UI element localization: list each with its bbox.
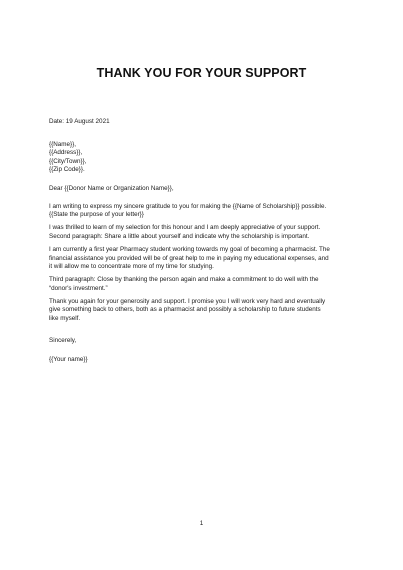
paragraph-line: I was thrilled to learn of my selection for this honour and I am deeply appreciative of your support.	[49, 224, 321, 232]
paragraph-thanks	[49, 298, 367, 324]
paragraph-line: I am writing to express my sincere gratitude to you for making the {{Name of Scholarship}} possible.	[49, 202, 327, 210]
paragraph-line: it will allow me to concentrate more of my time for studying.	[49, 263, 214, 271]
closing: Sincerely,	[49, 337, 77, 345]
page-number: 1	[199, 520, 204, 527]
paragraph-line: like myself.	[49, 314, 81, 322]
paragraph-line: financial assistance you provided will be of great help to me in paying my educational expenses, and	[49, 254, 329, 262]
paragraph-line: Thank you again for your generosity and support. I promise you I will work very hard and eventually	[49, 297, 326, 305]
address-line: {{City/Town}},	[49, 157, 87, 165]
paragraph-line: “donor's investment.”	[49, 284, 108, 292]
letter-title: THANK YOU FOR YOUR SUPPORT	[96, 66, 307, 80]
paragraph-line: Second paragraph: Share a little about yourself and indicate why the scholarship is important.	[49, 232, 310, 240]
paragraph-appreciation	[49, 224, 367, 241]
paragraph-line: give something back to others, both as a pharmacist and possibly a scholarship to future students	[49, 306, 321, 314]
date-line: Date: 19 August 2021	[49, 118, 110, 125]
paragraph-line: I am currently a first year Pharmacy student working towards my goal of becoming a pharmacist. The	[49, 245, 330, 253]
paragraph-purpose	[49, 203, 367, 220]
salutation: Dear {{Donor Name or Organization Name}},	[49, 184, 174, 192]
letter-body	[49, 118, 367, 364]
recipient-address	[49, 141, 367, 175]
paragraph-about-me	[49, 246, 367, 272]
paragraph-line: {{State the purpose of your letter}}	[49, 211, 144, 219]
paragraph-line: Third paragraph: Close by thanking the person again and make a commitment to do well with the	[49, 276, 319, 284]
paragraph-third	[49, 276, 367, 293]
address-line: {{Name}},	[49, 140, 76, 148]
address-line: {{Zip Code}}.	[49, 166, 85, 174]
address-line: {{Address}},	[49, 149, 83, 157]
signature-placeholder: {{Your name}}	[49, 355, 88, 363]
